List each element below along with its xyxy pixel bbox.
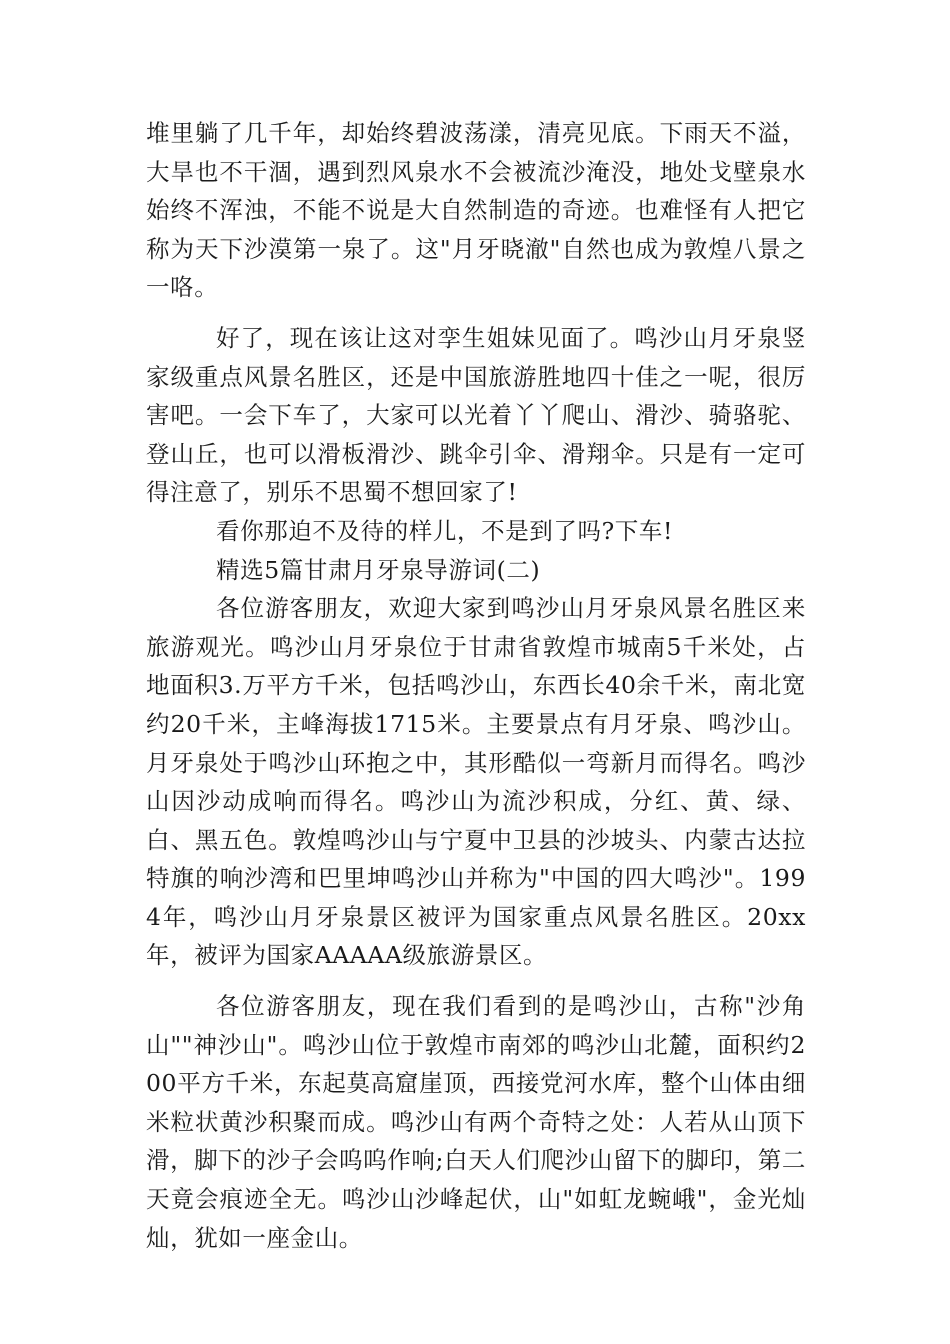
paragraph-reunion: 好了，现在该让这对孪生姐妹见面了。鸣沙山月牙泉竖家级重点风景名胜区，还是中国旅游胜地四十佳之一呢，很厉害吧。一会下车了，大家可以光着丫丫爬山、滑沙、骑骆驼、登山丘，也可以滑板滑沙、跳伞引伞、滑翔伞。只是有一定可得注意了，别乐不思蜀不想回家了! [146, 323, 806, 507]
paragraph-welcome: 各位游客朋友，欢迎大家到鸣沙山月牙泉风景名胜区来旅游观光。鸣沙山月牙泉位于甘肃省敦煌市城南5千米处，占地面积3.万平方千米，包括鸣沙山，东西长40余千米，南北宽约20千米，主峰海拔1715米。主要景点有月牙泉、鸣沙山。月牙泉处于鸣沙山环抱之中，其形酷似一弯新月而得名。鸣沙山因沙动成响而得名。鸣沙山为流沙积成，分红、黄、绿、白、黑五色。敦煌鸣沙山与宁夏中卫县的沙坡头、内蒙古达拉特旗的响沙湾和巴里坤鸣沙山并称为"中国的四大鸣沙"。1994年，鸣沙山月牙泉景区被评为国家重点风景名胜区。20xx年，被评为国家AAAAA级旅游景区。 [146, 594, 806, 970]
section-heading: 精选5篇甘肃月牙泉导游词(二) [216, 555, 541, 584]
paragraph-continuation: 堆里躺了几千年，却始终碧波荡漾，清亮见底。下雨天不溢，大旱也不干涸，遇到烈风泉水不会被流沙淹没，地处戈壁泉水始终不浑浊，不能不说是大自然制造的奇迹。也难怪有人把它称为天下沙漠第一泉了。这"月牙晓澈"自然也成为敦煌八景之一咯。 [146, 119, 806, 302]
document-body [146, 114, 806, 1257]
paragraph-mingsha-mountain: 各位游客朋友，现在我们看到的是鸣沙山，古称"沙角山""神沙山"。鸣沙山位于敦煌市南郊的鸣沙山北麓，面积约200平方千米，东起莫高窟崖顶，西接党河水库，整个山体由细米粒状黄沙积聚而成。鸣沙山有两个奇特之处：人若从山顶下滑，脚下的沙子会呜呜作响;白天人们爬沙山留下的脚印，第二天竟会痕迹全无。鸣沙山沙峰起伏，山"如虹龙蜿峨"，金光灿灿，犹如一座金山。 [146, 992, 806, 1252]
paragraph-get-off: 看你那迫不及待的样儿，不是到了吗?下车! [216, 516, 674, 545]
